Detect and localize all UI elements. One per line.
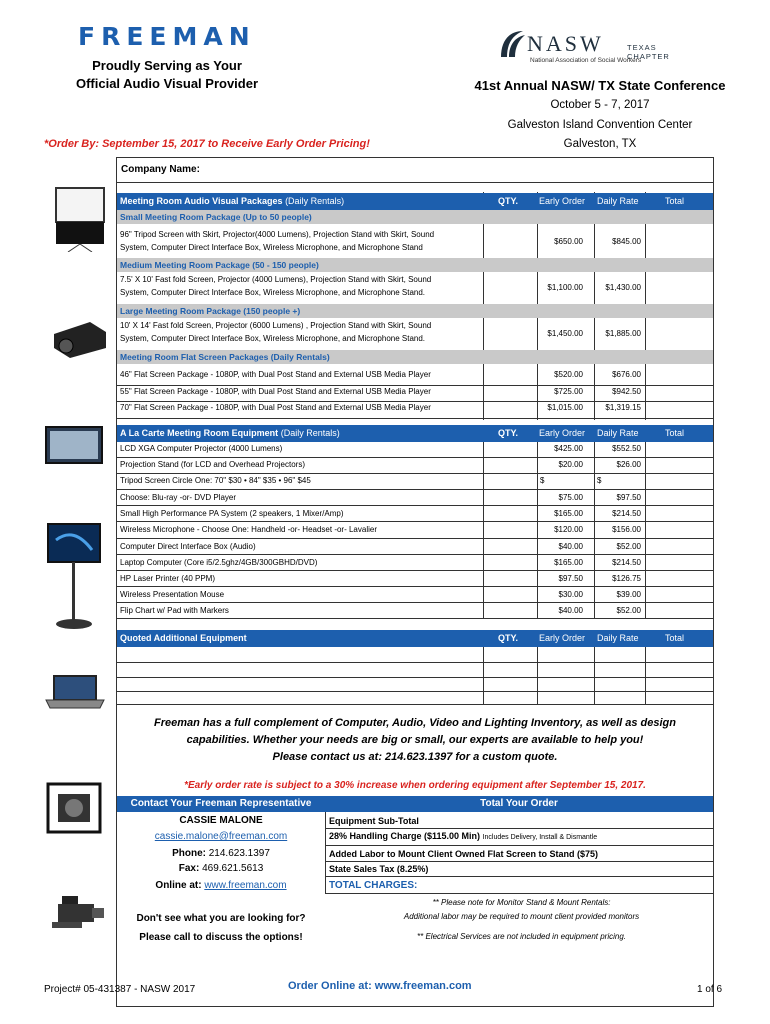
handling-note: Includes Delivery, Install & Dismantle — [482, 834, 598, 841]
item-desc: Small High Performance PA System (2 speakers, 1 Mixer/Amp) — [120, 509, 344, 518]
col-qty: QTY. — [498, 633, 519, 643]
col-qty: QTY. — [498, 428, 519, 438]
early-price: $520.00 — [554, 370, 583, 379]
divider — [116, 521, 714, 522]
promo-line: Please contact us at: 214.623.1397 for a custom quote. — [272, 751, 558, 763]
early-price: $1,100.00 — [547, 283, 583, 292]
col-total: Total — [665, 633, 685, 643]
daily-price: $942.50 — [612, 387, 641, 396]
phone-value: 214.623.1397 — [208, 848, 270, 859]
quoted-blank-row[interactable] — [116, 691, 714, 692]
alacarte-title: A La Carte Meeting Room Equipment — [120, 428, 279, 438]
quoted-blank-row[interactable] — [116, 662, 714, 663]
daily-price: $676.00 — [612, 370, 641, 379]
order-by-deadline: *Order By: September 15, 2017 to Receive Early Order Pricing! — [44, 138, 370, 150]
divider — [325, 876, 713, 877]
labor-label: Added Labor to Mount Client Owned Flat Screen to Stand ($75) — [329, 849, 599, 859]
daily-price: $1,430.00 — [605, 283, 641, 292]
monitor-note: ** Please note for Monitor Stand & Mount Rentals: — [432, 898, 611, 907]
medium-package-row[interactable] — [117, 273, 713, 303]
divider — [116, 401, 714, 402]
nasw-logo — [497, 27, 702, 71]
divider — [116, 586, 714, 587]
lighting-rig-image — [44, 778, 104, 838]
daily-price: $52.00 — [616, 606, 641, 615]
nasw-name: NASW — [527, 31, 604, 56]
divider — [325, 893, 713, 894]
large-package-header — [117, 304, 713, 318]
col-divider — [594, 647, 595, 704]
rep-online — [117, 880, 325, 891]
divider — [116, 602, 714, 603]
col-daily: Daily Rate — [597, 428, 639, 438]
daily-price: $214.50 — [612, 509, 641, 518]
tax-label: State Sales Tax (8.25%) — [329, 864, 429, 874]
item-desc: Wireless Microphone - Choose One: Handheld -or- Headset -or- Lavalier — [120, 525, 377, 534]
large-package-name: Large Meeting Room Package (150 people +) — [120, 306, 301, 316]
divider — [325, 845, 713, 846]
flat-desc: 46" Flat Screen Package - 1080P, with Dual Post Stand and External USB Media Player — [120, 370, 431, 379]
provider-tagline — [52, 57, 282, 93]
subtotal-label: Equipment Sub-Total — [329, 816, 419, 826]
monitor-note-2: Additional labor may be required to mount client provided monitors — [403, 912, 640, 921]
package-desc: 7.5' X 10' Fast fold Screen, Projector (4000 Lumens), Projection Stand with Skirt, Sound — [120, 275, 432, 284]
package-desc: System, Computer Direct Interface Box, Wireless Microphone, and Microphone Stand. — [120, 334, 426, 343]
divider — [325, 861, 713, 862]
col-total: Total — [665, 196, 685, 206]
daily-price: $52.00 — [616, 542, 641, 551]
col-early: Early Order — [539, 633, 586, 643]
divider — [116, 182, 714, 183]
item-desc: Tripod Screen Circle One: 70" $30 • 84" $35 • 96" $45 — [120, 476, 311, 485]
daily-price: $1,885.00 — [605, 329, 641, 338]
item-desc: Choose: Blu-ray -or- DVD Player — [120, 493, 237, 502]
rep-fax — [117, 863, 325, 874]
contact-header: Contact Your Freeman Representative — [117, 796, 325, 812]
daily-price: $126.75 — [612, 574, 641, 583]
daily-price: $552.50 — [612, 444, 641, 453]
divider — [116, 554, 714, 555]
early-price: $1,015.00 — [547, 403, 583, 412]
divider — [116, 538, 714, 539]
project-number: Project# 05-431387 - NASW 2017 — [44, 984, 196, 995]
item-desc: Flip Chart w/ Pad with Markers — [120, 606, 229, 615]
early-price: $40.00 — [558, 606, 583, 615]
divider — [325, 828, 713, 829]
early-price: $97.50 — [558, 574, 583, 583]
projector-image — [50, 316, 108, 360]
order-online-link[interactable]: Order Online at: www.freeman.com — [288, 980, 472, 992]
small-package-name: Small Meeting Room Package (Up to 50 people) — [120, 212, 312, 222]
package-desc: 10' X 14' Fast fold Screen, Projector (6000 Lumens) , Projection Stand with Skirt, Sound — [120, 321, 432, 330]
flat-screen-image — [44, 425, 104, 465]
fax-label: Fax: — [178, 863, 200, 874]
tagline-line2: Official Audio Visual Provider — [75, 76, 259, 91]
rep-name: CASSIE MALONE — [179, 815, 263, 826]
promo-text — [117, 715, 713, 766]
company-name-label: Company Name: — [121, 164, 200, 175]
col-total: Total — [665, 428, 685, 438]
packages-note: (Daily Rentals) — [285, 196, 345, 206]
item-desc: Laptop Computer (Core i5/2.5ghz/4GB/300GBHD/DVD) — [120, 558, 318, 567]
conference-title: 41st Annual NASW/ TX State Conference — [474, 78, 726, 93]
call-text: Please call to discuss the options! — [139, 932, 303, 943]
packages-title: Meeting Room Audio Visual Packages — [120, 196, 283, 206]
promo-line: Freeman has a full complement of Computer, Audio, Video and Lighting Inventory, as well as design — [154, 717, 676, 729]
daily-price: $1,319.15 — [605, 403, 641, 412]
page-number: 1 of 6 — [697, 984, 723, 995]
phone-label: Phone: — [172, 848, 206, 859]
divider — [116, 505, 714, 506]
quoted-blank-row[interactable] — [116, 677, 714, 678]
quoted-header — [117, 630, 713, 647]
divider — [116, 418, 714, 419]
quoted-title: Quoted Additional Equipment — [120, 633, 247, 643]
online-label: Online at: — [155, 880, 202, 891]
divider — [116, 489, 714, 490]
flat-row[interactable] — [117, 370, 713, 386]
item-desc: Computer Direct Interface Box (Audio) — [120, 542, 256, 551]
col-divider — [325, 812, 326, 894]
item-desc: LCD XGA Computer Projector (4000 Lumens) — [120, 444, 283, 453]
medium-package-name: Medium Meeting Room Package (50 - 150 people) — [120, 260, 319, 270]
conference-dates: October 5 - 7, 2017 — [550, 99, 650, 111]
early-price: $725.00 — [554, 387, 583, 396]
package-desc: System, Computer Direct Interface Box, Wireless Microphone, and Microphone Stand. — [120, 288, 426, 297]
early-price: $120.00 — [554, 525, 583, 534]
total-charges-label: TOTAL CHARGES: — [329, 880, 418, 891]
item-desc: Projection Stand (for LCD and Overhead Projectors) — [120, 460, 305, 469]
small-package-header — [117, 210, 713, 224]
early-price: $30.00 — [558, 590, 583, 599]
medium-package-header — [117, 258, 713, 272]
divider — [116, 385, 714, 386]
rep-email-link[interactable]: cassie.malone@freeman.com — [154, 831, 288, 842]
laptop-image — [44, 672, 106, 710]
electrical-note: ** Electrical Services are not included in equipment pricing. — [417, 932, 626, 941]
daily-price: $156.00 — [612, 525, 641, 534]
early-price: $20.00 — [558, 460, 583, 469]
package-desc: System, Computer Direct Interface Box, Wireless Microphone, and Microphone Stand — [120, 243, 423, 252]
dont-see-text: Don't see what you are looking for? — [136, 913, 306, 924]
early-price: $425.00 — [554, 444, 583, 453]
early-price: $ — [540, 476, 545, 485]
nasw-subtitle: National Association of Social Workers — [530, 57, 642, 64]
early-price: $1,450.00 — [547, 329, 583, 338]
alacarte-header — [117, 425, 713, 442]
col-early: Early Order — [539, 428, 586, 438]
tagline-line1: Proudly Serving as Your — [92, 58, 242, 73]
nasw-swirl-icon — [497, 27, 527, 61]
daily-price: $214.50 — [612, 558, 641, 567]
packages-header — [117, 193, 713, 210]
divider — [116, 473, 714, 474]
early-price: $75.00 — [558, 493, 583, 502]
early-price: $165.00 — [554, 509, 583, 518]
flat-screen-header — [117, 350, 713, 364]
daily-price: $39.00 — [616, 590, 641, 599]
nasw-chapter: TEXAS CHAPTER — [627, 43, 670, 61]
flat-desc: 70" Flat Screen Package - 1080P, with Dual Post Stand and External USB Media Player — [120, 403, 431, 412]
col-divider — [645, 647, 646, 704]
item-desc: Wireless Presentation Mouse — [120, 590, 225, 599]
website-link[interactable]: www.freeman.com — [204, 880, 287, 891]
rep-phone — [117, 848, 325, 859]
alacarte-note: (Daily Rentals) — [280, 428, 340, 438]
flat-screen-title: Meeting Room Flat Screen Packages (Daily Rentals) — [120, 352, 330, 362]
daily-price: $845.00 — [612, 237, 641, 246]
flat-desc: 55" Flat Screen Package - 1080P, with Dual Post Stand and External USB Media Player — [120, 387, 431, 396]
daily-price: $26.00 — [616, 460, 641, 469]
daily-price: $97.50 — [616, 493, 641, 502]
handling-text: 28% Handling Charge ($115.00 Min) — [329, 831, 481, 841]
flat-row[interactable] — [117, 403, 713, 419]
fax-value: 469.621.5613 — [202, 863, 264, 874]
tripod-screen-image — [54, 186, 106, 252]
conference-venue: Galveston Island Convention Center — [507, 119, 693, 131]
freeman-logo: FREEMAN — [78, 22, 256, 51]
divider — [116, 704, 714, 705]
col-divider — [483, 647, 484, 704]
divider — [116, 457, 714, 458]
early-price: $650.00 — [554, 237, 583, 246]
handling-label — [329, 831, 597, 841]
small-package-row[interactable] — [117, 228, 713, 258]
promo-line: capabilities. Whether your needs are big or small, our experts are available to help you! — [186, 734, 644, 746]
divider — [116, 618, 714, 619]
conference-city: Galveston, TX — [563, 138, 637, 150]
monitor-stand-image — [46, 520, 102, 632]
large-package-row[interactable] — [117, 319, 713, 349]
package-desc: 96" Tripod Screen with Skirt, Projector(4000 Lumens), Projection Stand with Skirt, Sound — [120, 230, 435, 239]
early-order-note: *Early order rate is subject to a 30% increase when ordering equipment after September 15, 2017. — [184, 780, 646, 791]
total-order-header: Total Your Order — [325, 796, 713, 812]
col-qty: QTY. — [498, 196, 519, 206]
video-camera-image — [48, 892, 106, 932]
item-desc: HP Laser Printer (40 PPM) — [120, 574, 215, 583]
daily-price: $ — [597, 476, 602, 485]
col-daily: Daily Rate — [597, 633, 639, 643]
col-divider — [537, 647, 538, 704]
early-price: $165.00 — [554, 558, 583, 567]
col-early: Early Order — [539, 196, 586, 206]
divider — [116, 570, 714, 571]
col-daily: Daily Rate — [597, 196, 639, 206]
early-price: $40.00 — [558, 542, 583, 551]
